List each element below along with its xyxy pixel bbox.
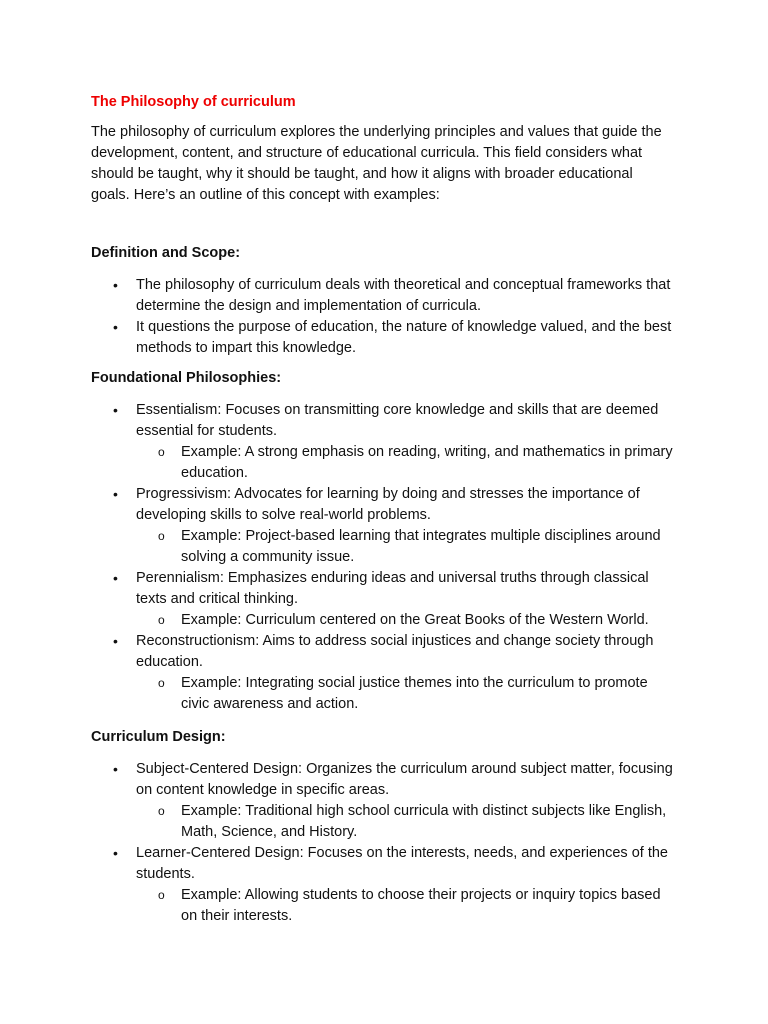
circle-bullet-icon: o	[158, 888, 165, 902]
example-text: Example: A strong emphasis on reading, writing, and mathematics in primary education.	[181, 444, 673, 481]
circle-bullet-icon: o	[158, 804, 165, 818]
example-text: Example: Curriculum centered on the Great Books of the Western World.	[181, 612, 649, 628]
example-item	[0, 801, 768, 843]
intro-paragraph: The philosophy of curriculum explores the underlying principles and values that guide the development, content, and structure of educational curricula. This field considers what should be taught, why it should be taught, and how it aligns with broader educational goals. Here’s an outline of this concept with examples:	[91, 124, 662, 203]
example-item	[0, 885, 768, 927]
example-text: Example: Integrating social justice themes into the curriculum to promote civic awareness and action.	[181, 675, 648, 712]
list-item	[0, 317, 768, 359]
example-text: Example: Allowing students to choose their projects or inquiry topics based on their interests.	[181, 887, 661, 924]
circle-bullet-icon: o	[158, 676, 165, 690]
circle-bullet-icon: o	[158, 613, 165, 627]
bullet-icon: •	[113, 845, 118, 861]
list-item-text: Essentialism: Focuses on transmitting core knowledge and skills that are deemed essential for students.	[136, 402, 659, 439]
section-heading-foundational-philosophies: Foundational Philosophies:	[91, 370, 282, 386]
list-item	[0, 275, 768, 317]
example-text: Example: Project-based learning that integrates multiple disciplines around solving a community issue.	[181, 528, 661, 565]
circle-bullet-icon: o	[158, 445, 165, 459]
list-item-text: Perennialism: Emphasizes enduring ideas and universal truths through classical texts and critical thinking.	[136, 570, 649, 607]
list-item	[0, 631, 768, 673]
list-item	[0, 400, 768, 442]
bullet-icon: •	[113, 402, 118, 418]
bullet-icon: •	[113, 633, 118, 649]
bullet-icon: •	[113, 761, 118, 777]
list-item	[0, 484, 768, 526]
example-item	[0, 610, 768, 631]
definition-list	[0, 275, 768, 359]
section-heading-curriculum-design: Curriculum Design:	[91, 729, 226, 745]
page-title: The Philosophy of curriculum	[91, 94, 296, 110]
list-item-text: Progressivism: Advocates for learning by doing and stresses the importance of developing skills to solve real-world problems.	[136, 486, 640, 523]
list-item-text: The philosophy of curriculum deals with theoretical and conceptual frameworks that determine the design and implementation of curricula.	[136, 277, 671, 314]
example-text: Example: Traditional high school curricula with distinct subjects like English, Math, Science, and History.	[181, 803, 667, 840]
example-item	[0, 442, 768, 484]
list-item	[0, 843, 768, 885]
list-item-text: It questions the purpose of education, the nature of knowledge valued, and the best methods to impart this knowledge.	[136, 319, 672, 356]
bullet-icon: •	[113, 277, 118, 293]
example-item	[0, 673, 768, 715]
bullet-icon: •	[113, 486, 118, 502]
bullet-icon: •	[113, 319, 118, 335]
curriculum-design-list	[0, 759, 768, 927]
bullet-icon: •	[113, 570, 118, 586]
list-item	[0, 568, 768, 610]
section-heading-definition-and-scope: Definition and Scope:	[91, 245, 241, 261]
list-item-text: Subject-Centered Design: Organizes the curriculum around subject matter, focusing on content knowledge in specific areas.	[136, 761, 673, 798]
example-item	[0, 526, 768, 568]
list-item	[0, 759, 768, 801]
list-item-text: Learner-Centered Design: Focuses on the interests, needs, and experiences of the students.	[136, 845, 668, 882]
foundational-philosophies-list	[0, 400, 768, 715]
circle-bullet-icon: o	[158, 529, 165, 543]
list-item-text: Reconstructionism: Aims to address social injustices and change society through education.	[136, 633, 654, 670]
